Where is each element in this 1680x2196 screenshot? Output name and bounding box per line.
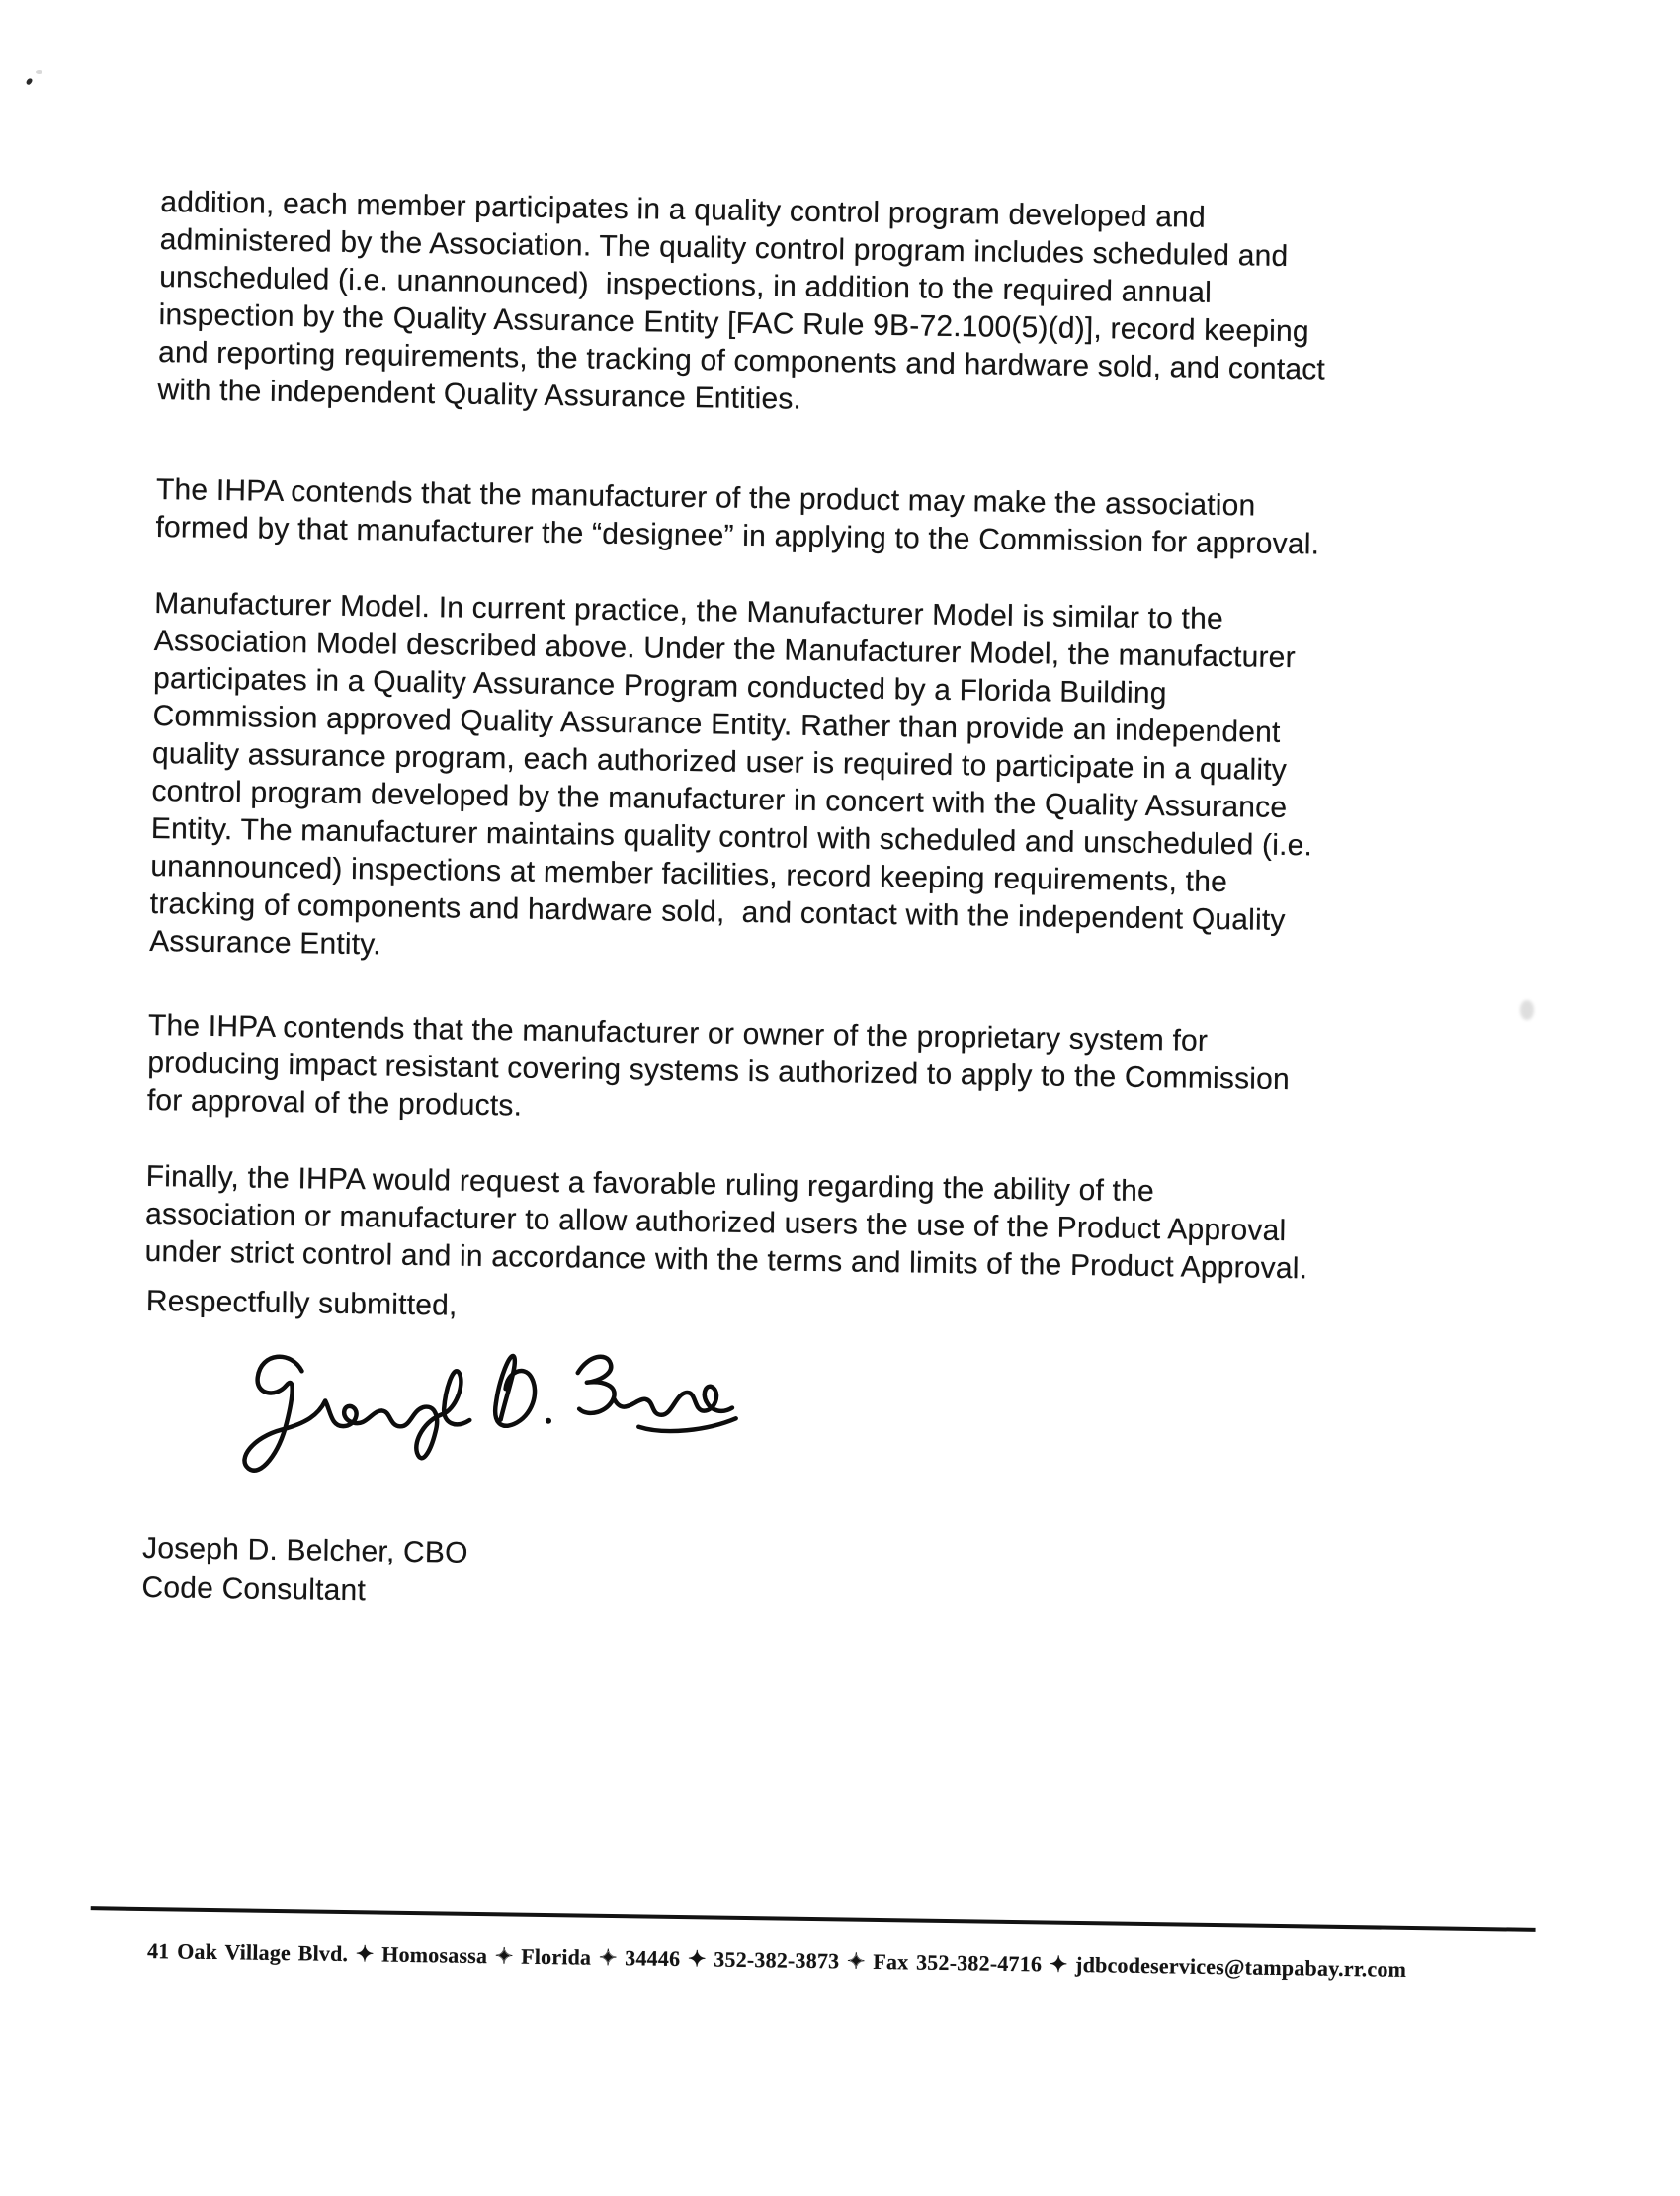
signer-name: Joseph D. Belcher, CBO — [141, 1531, 468, 1569]
signature-stroke-belcher — [578, 1355, 736, 1432]
signature-stroke-joseph — [243, 1354, 470, 1471]
paragraph-favorable-ruling-request: Finally, the IHPA would request a favorable ruling regarding the ability of the association or manufacturer to allow authorized users the use of the Product Approval under strict control and in accordance with the terms and limits of the Product Approval. — [144, 1159, 1308, 1286]
paragraph-quality-control-program: addition, each member participates in a quality control program developed and administered by the Association. The quality control program includes scheduled and unscheduled (i.e. unannounced) inspections, in addition to the required annual inspection by the Quality Assurance Entity [FAC Rule 9B-72.100(5)(d)], record keeping and reporting requirements, the tracking of components and hardware sold, and contact with the independent Quality Assurance Entities. — [157, 186, 1326, 416]
closing-salutation: Respectfully submitted, — [145, 1284, 458, 1322]
paragraph-manufacturer-model: Manufacturer Model. In current practice, the Manufacturer Model is similar to the Association Model described above. Under the Manufacturer Model, the manufacturer participates in a Quality Assurance Program conducted by a Florida Building Commission approved Quality Assurance Entity. Rather than provide an independent quality assurance program, each authorized user is required to participate in a quality control program developed by the manufacturer in concert with the Quality Assurance Entity. The manufacturer maintains quality control with scheduled and unscheduled (i.e. unannounced) inspections at member facilities, record keeping requirements, the tracking of components and hardware sold, and contact with the independent Quality Assurance Entity. — [148, 586, 1313, 962]
signature-period-dot — [546, 1418, 551, 1424]
signer-title: Code Consultant — [141, 1570, 367, 1608]
handwritten-signature — [223, 1338, 747, 1481]
footer-divider-rule — [91, 1906, 1536, 1932]
paragraph-ihpa-designee: The IHPA contends that the manufacturer of the product may make the association formed by that manufacturer the “designee” in applying to the Commission for approval. — [155, 473, 1320, 561]
signature-stroke-d — [494, 1356, 535, 1426]
paragraph-ihpa-proprietary-system: The IHPA contends that the manufacturer or owner of the proprietary system for producing impact resistant covering systems is authorized to apply to the Commission for approval of the products. — [146, 1008, 1291, 1123]
footer-contact-line: 41 Oak Village Blvd. ✦ Homosassa ✦ Florida ✦ 34446 ✦ 352-382-3873 ✦ Fax 352-382-4716 ✦ jdbcodeservices@tampabay.rr.com — [146, 1938, 1407, 1982]
